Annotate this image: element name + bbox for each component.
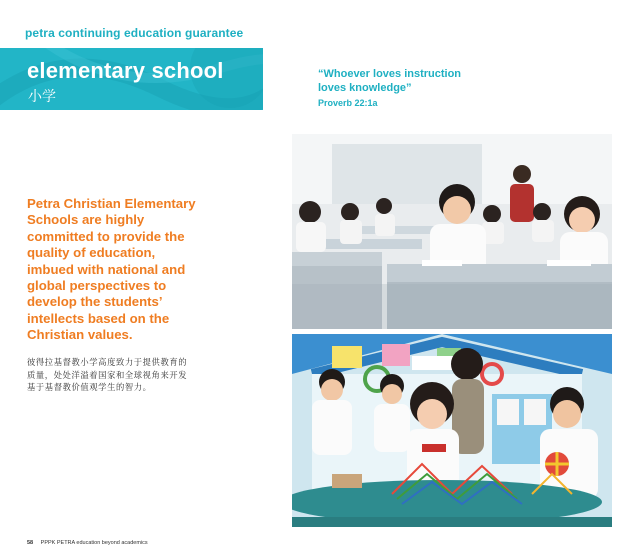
headline-line: imbued with national and	[27, 261, 186, 277]
chinese-paragraph	[27, 356, 257, 394]
quote-reference: Proverb 22:1a	[318, 98, 378, 108]
headline-line: intellects based on the	[27, 310, 170, 326]
section-banner	[0, 48, 263, 110]
section-title-chinese: 小学	[28, 89, 56, 105]
headline-line: committed to provide the	[27, 228, 185, 244]
chinese-line: 质量，处处洋溢着国家和全球视角来开发	[27, 369, 188, 380]
students-crafting-project-photo	[292, 334, 612, 527]
quote-line-1: “Whoever loves instruction	[318, 68, 462, 80]
headline-line: global perspectives to	[27, 278, 167, 294]
headline-line: quality of education,	[27, 245, 156, 261]
classroom-photo	[292, 134, 612, 329]
quote-line-2: loves knowledge”	[318, 82, 412, 94]
scripture-quote	[318, 67, 518, 95]
headline-statement	[27, 196, 257, 344]
headline-line: Christian values.	[27, 327, 133, 343]
headline-line: Schools are highly	[27, 212, 145, 228]
page-number: 58	[27, 540, 34, 546]
classroom-students-writing-photo	[292, 134, 612, 329]
headline-line: develop the students’	[27, 294, 163, 310]
headline-line: Petra Christian Elementary	[27, 196, 196, 211]
page-footer	[27, 540, 148, 546]
section-title: elementary school	[27, 58, 224, 83]
footer-text: PPPK PETRA education beyond academics	[40, 540, 148, 546]
chinese-line: 基于基督教价值观学生的智力。	[27, 382, 152, 392]
section-tag: petra continuing education guarantee	[25, 26, 244, 40]
crafting-photo	[292, 334, 612, 527]
chinese-line: 彼得拉基督教小学高度致力于提供教育的	[27, 357, 188, 367]
